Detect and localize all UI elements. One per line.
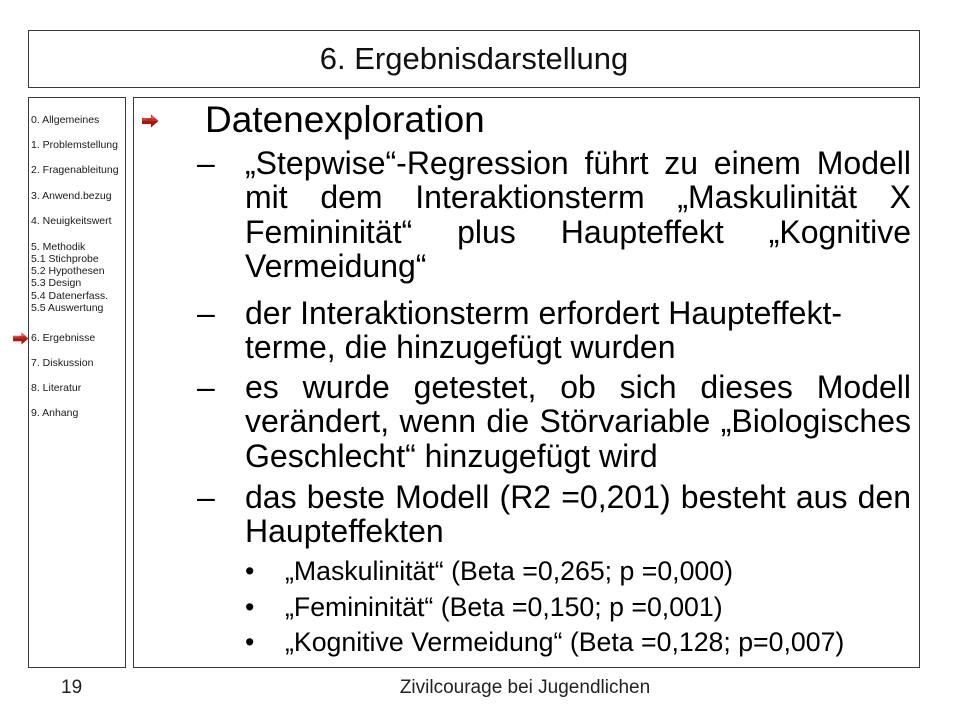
footer-title: Zivilcourage bei Jugendlichen (399, 677, 651, 698)
sub-point-kognitive-vermeidung (243, 627, 903, 657)
point-line: „Stepwise“-Regression führt zu einem Modell (245, 145, 911, 182)
sub-bullet-marker: • (245, 592, 255, 623)
bullet-point-best-model (197, 480, 911, 549)
nav-item-anhang[interactable]: 9. Anhang (31, 407, 79, 419)
bullet-point-interaction-term (197, 296, 911, 365)
section-heading: Datenexploration (205, 99, 485, 140)
nav-item-literatur[interactable]: 8. Literatur (31, 382, 82, 394)
nav-item-anwendungsbezug[interactable]: 3. Anwend.bezug (31, 190, 112, 202)
point-text (245, 146, 911, 283)
nav-item-auswertung[interactable]: 5.5 Auswertung (31, 302, 104, 314)
point-line: Haupteffekten (245, 513, 444, 550)
point-text (245, 370, 911, 473)
sub-point-maskulinitaet (243, 556, 903, 586)
title-box (28, 30, 920, 88)
nav-item-neuigkeitswert[interactable]: 4. Neuigkeitswert (31, 215, 112, 227)
dash-marker: – (197, 145, 215, 182)
nav-arrow-right-icon (13, 332, 29, 345)
dash-marker: – (197, 295, 215, 332)
point-line: das beste Modell (R2 =0,201) besteht aus den (245, 479, 911, 516)
bullet-point-stepwise (197, 146, 911, 283)
point-line: es wurde getestet, ob sich dieses Modell (245, 369, 911, 406)
point-line: Geschlecht“ hinzugefügt wird (245, 437, 658, 474)
point-line: Vermeidung“ (245, 248, 427, 285)
nav-item-stichprobe[interactable]: 5.1 Stichprobe (31, 253, 99, 265)
page-number: 19 (61, 677, 83, 698)
nav-item-diskussion[interactable]: 7. Diskussion (31, 357, 94, 369)
nav-item-allgemeines[interactable]: 0. Allgemeines (31, 114, 100, 126)
dash-marker: – (197, 369, 215, 406)
nav-item-ergebnisse[interactable]: 6. Ergebnisse (31, 332, 96, 344)
point-line: verändert, wenn die Störvariable „Biologisches (245, 403, 911, 440)
nav-item-design[interactable]: 5.3 Design (31, 277, 82, 289)
dash-marker: – (197, 479, 215, 516)
nav-item-fragenableitung[interactable]: 2. Fragenableitung (31, 164, 119, 176)
bullet-point-confounder-test (197, 370, 911, 473)
sub-bullet-marker: • (245, 556, 255, 587)
sub-point-text: „Kognitive Vermeidung“ (Beta =0,128; p=0,007) (285, 627, 845, 658)
point-text (245, 296, 911, 365)
sub-point-text: „Femininität“ (Beta =0,150; p =0,001) (285, 592, 723, 623)
nav-item-methodik[interactable]: 5. Methodik (31, 241, 86, 253)
point-line: der Interaktionsterm erfordert Haupteffekt- (245, 295, 843, 332)
nav-item-datenerfassung[interactable]: 5.4 Datenerfass. (31, 290, 109, 302)
sub-point-femininitaet (243, 592, 903, 622)
sub-point-text: „Maskulinität“ (Beta =0,265; p =0,000) (285, 556, 734, 587)
sub-bullet-marker: • (245, 627, 255, 658)
nav-item-problemstellung[interactable]: 1. Problemstellung (31, 139, 118, 151)
point-text (245, 480, 911, 549)
point-line: mit dem Interaktionsterm „Maskulinität X (245, 179, 911, 216)
nav-item-hypothesen[interactable]: 5.2 Hypothesen (31, 265, 105, 277)
slide-title: 6. Ergebnisdarstellung (319, 41, 629, 76)
bullet-arrow-right-icon (142, 114, 159, 128)
point-line: terme, die hinzugefügt wurden (245, 329, 676, 366)
point-line: Femininität“ plus Haupteffekt „Kognitive (245, 213, 911, 250)
